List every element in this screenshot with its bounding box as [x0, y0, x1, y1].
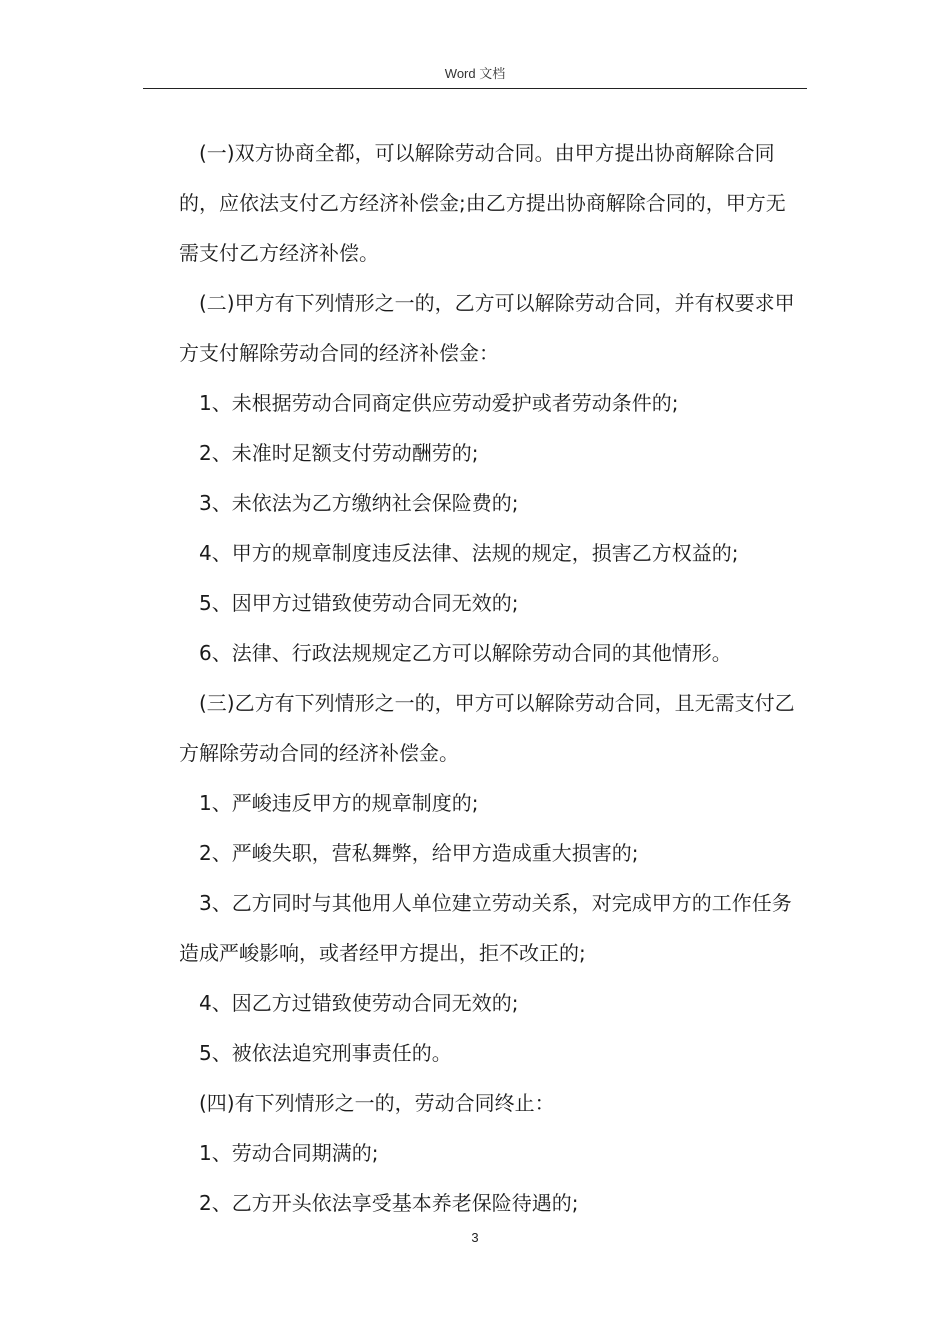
list-item: 2、严峻失职，营私舞弊，给甲方造成重大损害的; — [199, 841, 639, 865]
list-item: 3、未依法为乙方缴纳社会保险费的; — [199, 491, 519, 515]
page-number: 3 — [471, 1230, 479, 1245]
paragraph: (二)甲方有下列情形之一的，乙方可以解除劳动合同，并有权要求甲方支付解除劳动合同的经济补偿金： — [179, 291, 795, 365]
list-item: 6、法律、行政法规规定乙方可以解除劳动合同的其他情形。 — [199, 641, 732, 665]
list-item: 2、未准时足额支付劳动酬劳的; — [199, 441, 479, 465]
list-item: 2、乙方开头依法享受基本养老保险待遇的; — [199, 1191, 579, 1215]
document-header: Word 文档 — [444, 66, 506, 81]
list-item: 4、因乙方过错致使劳动合同无效的; — [199, 991, 519, 1015]
paragraph: (三)乙方有下列情形之一的，甲方可以解除劳动合同，且无需支付乙方解除劳动合同的经济补偿金。 — [179, 691, 795, 765]
list-item: 1、未根据劳动合同商定供应劳动爱护或者劳动条件的; — [199, 391, 679, 415]
list-item: 1、严峻违反甲方的规章制度的; — [199, 791, 479, 815]
paragraph: (四)有下列情形之一的，劳动合同终止： — [199, 1091, 555, 1115]
list-item: 3、乙方同时与其他用人单位建立劳动关系，对完成甲方的工作任务造成严峻影响，或者经甲方提出，拒不改正的; — [179, 891, 792, 965]
paragraph: (一)双方协商全都，可以解除劳动合同。由甲方提出协商解除合同的，应依法支付乙方经济补偿金;由乙方提出协商解除合同的，甲方无需支付乙方经济补偿。 — [179, 141, 786, 265]
list-item: 4、甲方的规章制度违反法律、法规的规定，损害乙方权益的; — [199, 541, 739, 565]
header-divider — [143, 88, 807, 89]
list-item: 5、因甲方过错致使劳动合同无效的; — [199, 591, 519, 615]
document-body — [179, 128, 799, 1228]
list-item: 1、劳动合同期满的; — [199, 1141, 379, 1165]
list-item: 5、被依法追究刑事责任的。 — [199, 1041, 452, 1065]
